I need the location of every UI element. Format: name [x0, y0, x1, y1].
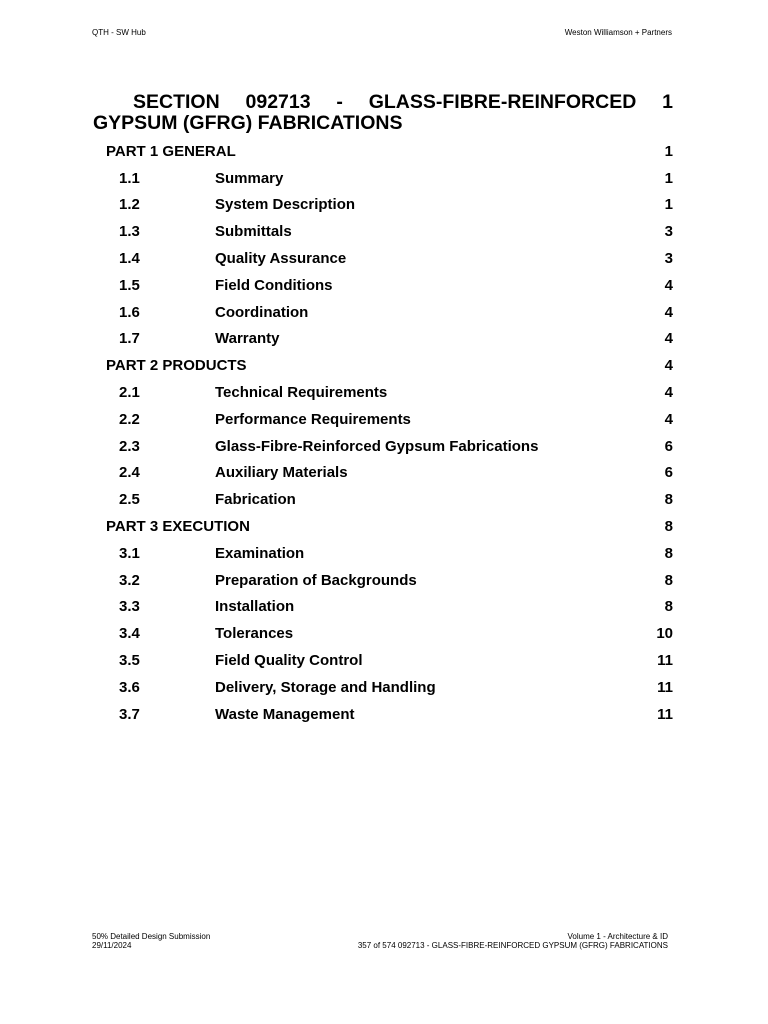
- header-right: Weston Williamson + Partners: [564, 28, 672, 37]
- toc-page-number: 4: [664, 410, 673, 428]
- toc-page-number: 8: [664, 518, 673, 536]
- toc-page-number: 11: [657, 652, 673, 670]
- toc-page-number: 4: [664, 357, 673, 375]
- toc-clause-title: Examination: [215, 544, 305, 562]
- toc-clause-number: 1.4: [119, 250, 140, 268]
- toc-page-number: 1: [664, 196, 673, 214]
- toc-clause-title: Coordination: [215, 303, 309, 321]
- title-word: GLASS-FIBRE-REINFORCED: [368, 91, 637, 113]
- toc-clause-number: 3.2: [119, 571, 140, 589]
- toc-row[interactable]: [93, 165, 673, 192]
- table-of-contents: [93, 138, 673, 728]
- header-left: QTH - SW Hub: [92, 28, 146, 37]
- toc-page-number: 8: [664, 598, 673, 616]
- toc-row[interactable]: [93, 326, 673, 353]
- toc-part-heading: PART 2 PRODUCTS: [106, 357, 247, 375]
- toc-clause-number: 1.7: [119, 330, 140, 348]
- toc-clause-number: 2.3: [119, 437, 140, 455]
- title-page-number: 1: [662, 91, 673, 113]
- toc-page-number: 8: [664, 491, 673, 509]
- toc-clause-title: Fabrication: [215, 491, 296, 509]
- toc-page-number: 1: [664, 142, 673, 160]
- toc-part-row[interactable]: [93, 352, 673, 379]
- toc-clause-number: 3.6: [119, 678, 140, 696]
- toc-row[interactable]: [93, 379, 673, 406]
- toc-clause-number: 2.2: [119, 410, 140, 428]
- toc-row[interactable]: [93, 218, 673, 245]
- toc-row[interactable]: [93, 460, 673, 487]
- toc-clause-number: 2.1: [119, 384, 140, 402]
- toc-page-number: 4: [664, 276, 673, 294]
- toc-row[interactable]: [93, 245, 673, 272]
- footer-right: [358, 932, 668, 950]
- section-title-line2: GYPSUM (GFRG) FABRICATIONS: [93, 112, 403, 134]
- toc-page-number: 4: [664, 303, 673, 321]
- toc-page-number: 11: [657, 705, 673, 723]
- toc-clause-number: 2.4: [119, 464, 140, 482]
- toc-row[interactable]: [93, 701, 673, 728]
- toc-clause-title: Warranty: [215, 330, 280, 348]
- toc-row[interactable]: [93, 406, 673, 433]
- toc-row[interactable]: [93, 674, 673, 701]
- toc-row[interactable]: [93, 192, 673, 219]
- toc-clause-number: 3.7: [119, 705, 140, 723]
- toc-clause-title: System Description: [215, 196, 356, 214]
- toc-clause-number: 3.3: [119, 598, 140, 616]
- section-title-line1: [93, 92, 673, 113]
- toc-clause-number: 1.1: [119, 169, 140, 187]
- toc-clause-title: Submittals: [215, 223, 292, 241]
- section-title: [93, 92, 673, 134]
- footer-submission: 50% Detailed Design Submission: [92, 932, 211, 941]
- toc-clause-number: 1.6: [119, 303, 140, 321]
- toc-clause-title: Performance Requirements: [215, 410, 411, 428]
- toc-part-row[interactable]: [93, 513, 673, 540]
- toc-page-number: 6: [664, 437, 673, 455]
- footer-date: 29/11/2024: [92, 941, 132, 950]
- toc-row[interactable]: [93, 486, 673, 513]
- toc-clause-number: 3.4: [119, 625, 140, 643]
- toc-clause-title: Installation: [215, 598, 295, 616]
- toc-clause-title: Quality Assurance: [215, 250, 347, 268]
- toc-page-number: 4: [664, 384, 673, 402]
- toc-row[interactable]: [93, 647, 673, 674]
- toc-clause-title: Glass-Fibre-Reinforced Gypsum Fabrications: [215, 437, 539, 455]
- toc-clause-title: Preparation of Backgrounds: [215, 571, 417, 589]
- toc-part-heading: PART 1 GENERAL: [106, 142, 236, 160]
- toc-row[interactable]: [93, 433, 673, 460]
- toc-page-number: 3: [664, 223, 673, 241]
- toc-part-row[interactable]: [93, 138, 673, 165]
- title-word: -: [336, 91, 343, 113]
- footer-volume: Volume 1 - Architecture & ID: [567, 932, 668, 941]
- toc-clause-number: 3.1: [119, 544, 140, 562]
- toc-page-number: 8: [664, 571, 673, 589]
- title-word: 092713: [245, 91, 311, 113]
- toc-clause-title: Auxiliary Materials: [215, 464, 348, 482]
- toc-clause-title: Waste Management: [215, 705, 355, 723]
- toc-row[interactable]: [93, 272, 673, 299]
- toc-clause-number: 1.2: [119, 196, 140, 214]
- toc-row[interactable]: [93, 594, 673, 621]
- toc-page-number: 6: [664, 464, 673, 482]
- toc-page-number: 4: [664, 330, 673, 348]
- toc-clause-title: Tolerances: [215, 625, 294, 643]
- toc-page-number: 10: [656, 625, 673, 643]
- toc-row[interactable]: [93, 299, 673, 326]
- toc-clause-title: Technical Requirements: [215, 384, 388, 402]
- toc-page-number: 3: [664, 250, 673, 268]
- toc-clause-title: Field Conditions: [215, 276, 333, 294]
- toc-row[interactable]: [93, 540, 673, 567]
- toc-clause-title: Delivery, Storage and Handling: [215, 678, 436, 696]
- toc-row[interactable]: [93, 620, 673, 647]
- toc-clause-number: 1.5: [119, 276, 140, 294]
- toc-page-number: 8: [664, 544, 673, 562]
- toc-clause-number: 1.3: [119, 223, 140, 241]
- title-word: SECTION: [133, 91, 220, 113]
- footer-page-info: 357 of 574 092713 - GLASS-FIBRE-REINFORCED GYPSUM (GFRG) FABRICATIONS: [357, 941, 668, 950]
- toc-page-number: 11: [657, 678, 673, 696]
- toc-clause-title: Field Quality Control: [215, 652, 363, 670]
- toc-clause-title: Summary: [215, 169, 284, 187]
- toc-row[interactable]: [93, 567, 673, 594]
- footer-left: [92, 932, 210, 950]
- toc-page-number: 1: [664, 169, 673, 187]
- toc-part-heading: PART 3 EXECUTION: [106, 518, 250, 536]
- toc-clause-number: 2.5: [119, 491, 140, 509]
- toc-clause-number: 3.5: [119, 652, 140, 670]
